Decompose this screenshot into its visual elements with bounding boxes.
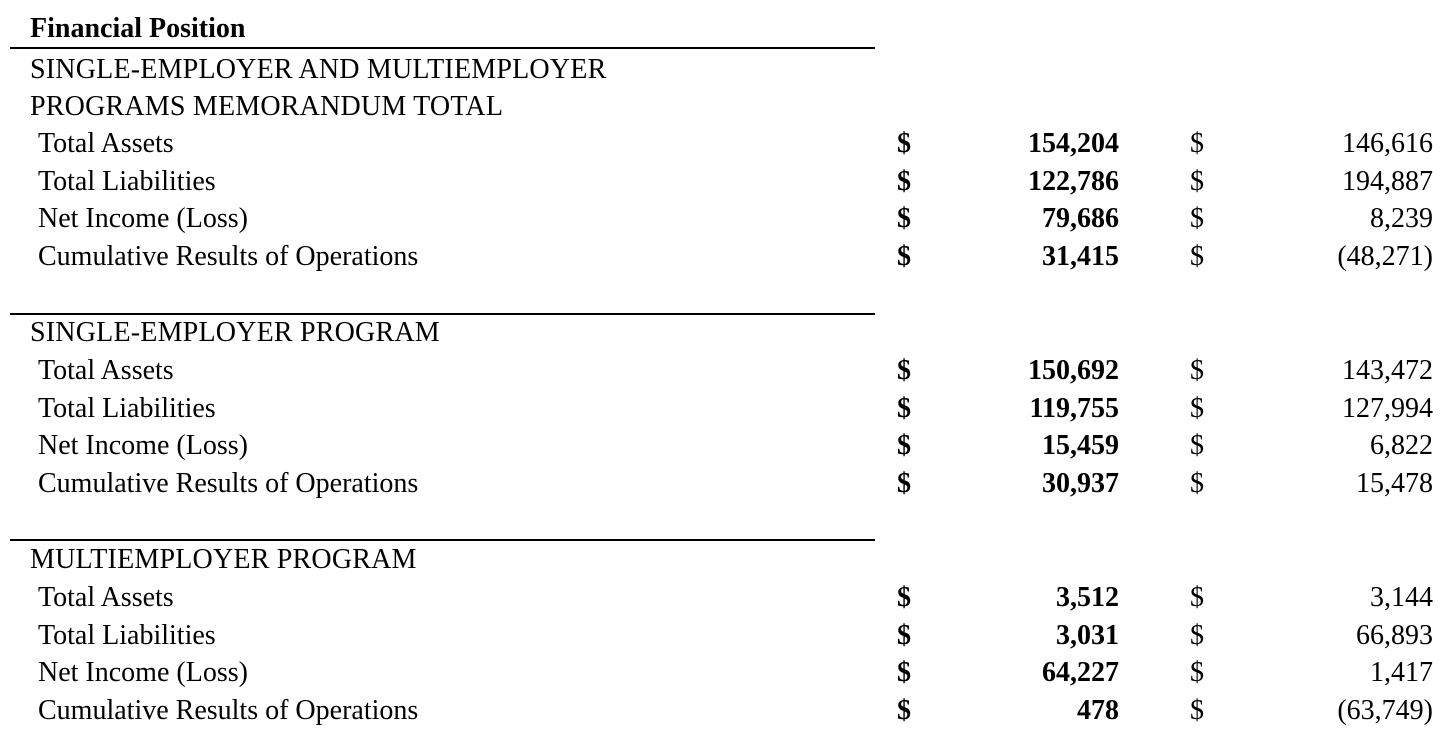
row-label: Cumulative Results of Operations [38, 240, 419, 272]
value-current: 79,686 [1042, 203, 1119, 234]
currency-symbol-prior: $ [1190, 355, 1204, 386]
value-prior: 1,417 [1370, 657, 1433, 688]
section-title-line-2: PROGRAMS MEMORANDUM TOTAL [30, 91, 504, 122]
row-label: Net Income (Loss) [38, 430, 248, 461]
currency-symbol-prior: $ [1190, 165, 1204, 197]
currency-symbol-prior: $ [1190, 619, 1204, 651]
row-label: Cumulative Results of Operations [38, 694, 419, 726]
currency-symbol-prior: $ [1190, 203, 1204, 234]
page-heading: Financial Position [30, 13, 246, 44]
value-current: 122,786 [1028, 165, 1119, 197]
value-current: 150,692 [1028, 355, 1119, 386]
value-current: 64,227 [1042, 657, 1119, 688]
currency-symbol-current: $ [897, 619, 911, 651]
value-current: 478 [1077, 694, 1119, 726]
table-row [0, 200, 1447, 238]
section-title-line-1: SINGLE-EMPLOYER AND MULTIEMPLOYER [30, 54, 607, 85]
currency-symbol-prior: $ [1190, 467, 1204, 499]
currency-symbol-current: $ [897, 355, 911, 386]
row-label: Net Income (Loss) [38, 657, 248, 688]
currency-symbol-current: $ [897, 128, 911, 159]
value-prior: (48,271) [1337, 240, 1433, 272]
section-title-line-1: SINGLE-EMPLOYER PROGRAM [30, 317, 440, 348]
currency-symbol-current: $ [897, 657, 911, 688]
table-row [0, 654, 1447, 692]
currency-symbol-current: $ [897, 165, 911, 197]
row-label: Cumulative Results of Operations [38, 467, 419, 499]
value-prior: 194,887 [1342, 165, 1433, 197]
row-label: Total Liabilities [38, 619, 216, 651]
section-divider [10, 47, 875, 49]
value-prior: 143,472 [1342, 355, 1433, 386]
currency-symbol-current: $ [897, 392, 911, 424]
currency-symbol-prior: $ [1190, 582, 1204, 613]
currency-symbol-prior: $ [1190, 240, 1204, 272]
value-prior: 8,239 [1370, 203, 1433, 234]
currency-symbol-prior: $ [1190, 694, 1204, 726]
currency-symbol-current: $ [897, 430, 911, 461]
section-title-line-1: MULTIEMPLOYER PROGRAM [30, 544, 417, 575]
row-label: Total Liabilities [38, 392, 216, 424]
value-prior: (63,749) [1337, 694, 1433, 726]
value-prior: 127,994 [1342, 392, 1433, 424]
value-current: 15,459 [1042, 430, 1119, 461]
value-prior: 66,893 [1356, 619, 1433, 651]
row-label: Total Assets [38, 355, 174, 386]
currency-symbol-prior: $ [1190, 392, 1204, 424]
table-row [0, 125, 1447, 163]
table-row [0, 579, 1447, 617]
value-prior: 15,478 [1356, 467, 1433, 499]
currency-symbol-current: $ [897, 467, 911, 499]
currency-symbol-prior: $ [1190, 430, 1204, 461]
currency-symbol-current: $ [897, 240, 911, 272]
table-row [0, 692, 1447, 730]
value-prior: 3,144 [1370, 582, 1433, 613]
value-current: 119,755 [1029, 392, 1119, 424]
row-label: Net Income (Loss) [38, 203, 248, 234]
row-label: Total Assets [38, 582, 174, 613]
value-current: 31,415 [1042, 240, 1119, 272]
currency-symbol-prior: $ [1190, 657, 1204, 688]
value-current: 3,512 [1056, 582, 1119, 613]
table-row [0, 163, 1447, 201]
table-row [0, 238, 1447, 276]
table-row [0, 465, 1447, 503]
currency-symbol-current: $ [897, 582, 911, 613]
value-prior: 146,616 [1342, 128, 1433, 159]
row-label: Total Liabilities [38, 165, 216, 197]
currency-symbol-prior: $ [1190, 128, 1204, 159]
value-current: 30,937 [1042, 467, 1119, 499]
table-row [0, 617, 1447, 655]
value-prior: 6,822 [1370, 430, 1433, 461]
value-current: 3,031 [1056, 619, 1119, 651]
currency-symbol-current: $ [897, 694, 911, 726]
table-row [0, 427, 1447, 465]
currency-symbol-current: $ [897, 203, 911, 234]
row-label: Total Assets [38, 128, 174, 159]
table-row [0, 352, 1447, 390]
value-current: 154,204 [1028, 128, 1119, 159]
table-row [0, 390, 1447, 428]
